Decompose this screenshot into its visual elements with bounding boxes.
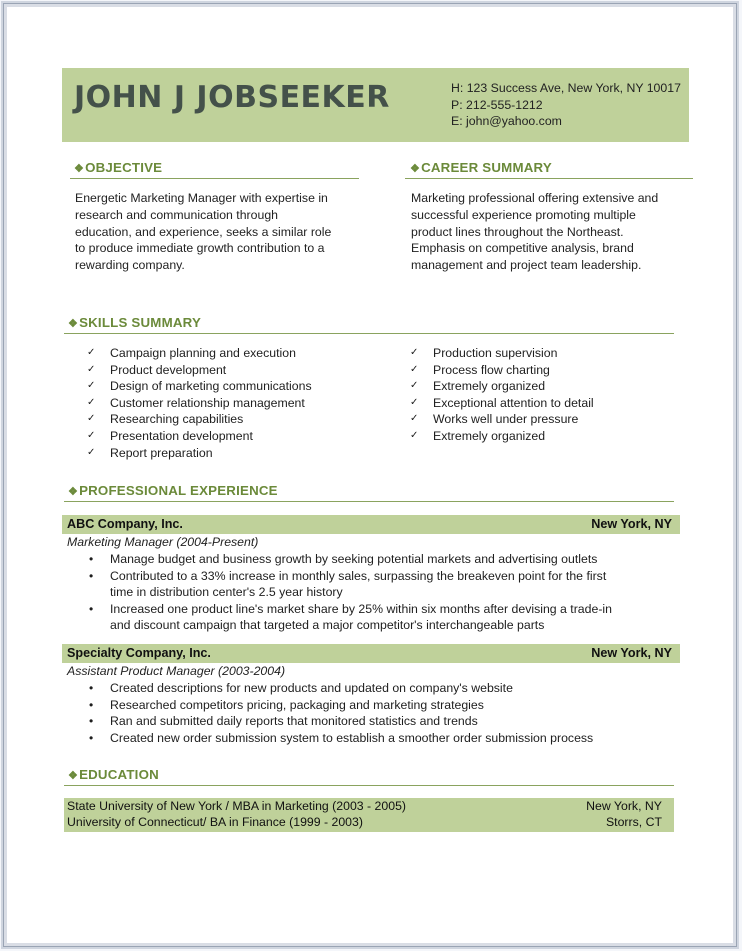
- education-block: [64, 798, 674, 832]
- resume-header: [62, 68, 689, 142]
- career-summary-heading: [410, 160, 552, 175]
- diamond-bullet-icon: ❖: [68, 486, 79, 498]
- bullet-dot-icon: •: [89, 714, 94, 729]
- experience-heading: [68, 483, 278, 498]
- checkmark-icon: ✓: [410, 380, 419, 392]
- job-location: New York, NY: [591, 517, 672, 531]
- career-summary-title: CAREER SUMMARY: [421, 160, 552, 175]
- career-summary-line: product lines throughout the Northeast.: [411, 224, 624, 239]
- diamond-bullet-icon: ❖: [68, 770, 79, 782]
- skill-item: ✓ Design of marketing communications: [87, 379, 312, 394]
- career-summary-line: Marketing professional offering extensive and: [411, 191, 659, 205]
- diamond-bullet-icon: ❖: [410, 163, 421, 175]
- skill-item: ✓ Researching capabilities: [87, 412, 244, 427]
- skill-item: ✓ Product development: [87, 362, 227, 377]
- diamond-bullet-icon: ❖: [74, 163, 85, 175]
- objective-line: research and communication through: [75, 207, 279, 222]
- career-summary-line: successful experience promoting multiple: [411, 207, 636, 222]
- bullet-dot-icon: •: [89, 730, 94, 745]
- career-summary-rule: [405, 178, 693, 179]
- candidate-name: JOHN J JOBSEEKER: [74, 80, 390, 115]
- education-row: [67, 799, 662, 815]
- skill-item: ✓ Customer relationship management: [87, 395, 305, 410]
- checkmark-icon: ✓: [410, 396, 419, 408]
- objective-line: education, and experience, seeks a similar role: [75, 224, 332, 239]
- education-row: [67, 815, 662, 831]
- job-role: Assistant Product Manager (2003-2004): [67, 664, 286, 678]
- bullet-dot-icon: •: [89, 697, 94, 712]
- job-bullets: [87, 551, 677, 634]
- contact-email: E: john@yahoo.com: [451, 114, 562, 128]
- skills-title: SKILLS SUMMARY: [79, 315, 202, 330]
- skill-item: ✓ Presentation development: [87, 428, 253, 443]
- education-rule: [64, 785, 674, 786]
- checkmark-icon: ✓: [87, 446, 96, 458]
- objective-line: Energetic Marketing Manager with expertise in: [75, 191, 328, 205]
- checkmark-icon: ✓: [87, 413, 96, 425]
- skills-list-left: [87, 345, 387, 461]
- career-summary-line: management and project team leadership.: [411, 258, 642, 273]
- bullet-dot-icon: •: [89, 568, 94, 583]
- skill-item: ✓ Extremely organized: [410, 379, 546, 394]
- education-heading: [68, 767, 159, 782]
- checkmark-icon: ✓: [87, 429, 96, 441]
- education-degree: State University of New York / MBA in Marketing (2003 - 2005): [67, 799, 407, 813]
- job-bullet: • Manage budget and business growth by seeking potential markets and advertising outlets: [89, 552, 598, 566]
- skill-item: ✓ Works well under pressure: [410, 412, 579, 427]
- objective-line: rewarding company.: [75, 258, 185, 273]
- job-bullet: • Contributed to a 33% increase in monthly sales, surpassing the breakeven point for the first time in distribution center's 2.5 year history: [89, 568, 607, 600]
- job-role: Marketing Manager (2004-Present): [67, 535, 259, 549]
- job-bullet: • Created new order submission system to establish a smoother order submission process: [89, 730, 594, 745]
- job-bullet: • Researched competitors pricing, packaging and marketing strategies: [89, 697, 484, 712]
- checkmark-icon: ✓: [87, 396, 96, 408]
- checkmark-icon: ✓: [410, 347, 419, 358]
- job-company: Specialty Company, Inc.: [67, 646, 211, 660]
- checkmark-icon: ✓: [410, 413, 419, 425]
- skill-item: ✓ Campaign planning and execution: [87, 346, 296, 360]
- education-location: New York, NY: [586, 799, 662, 813]
- job-company: ABC Company, Inc.: [67, 517, 183, 531]
- skill-item: ✓ Process flow charting: [410, 362, 550, 377]
- contact-block: [451, 80, 681, 130]
- education-degree: University of Connecticut/ BA in Finance (1999 - 2003): [67, 815, 363, 829]
- skill-item: ✓ Extremely organized: [410, 428, 546, 443]
- career-summary-line: Emphasis on competitive analysis, brand: [411, 241, 634, 256]
- career-summary-text: [411, 190, 701, 274]
- checkmark-icon: ✓: [410, 363, 419, 375]
- education-title: EDUCATION: [79, 767, 159, 782]
- objective-rule: [70, 178, 359, 179]
- objective-line: to produce immediate growth contribution to a: [75, 241, 325, 256]
- job-bullets: [87, 680, 677, 746]
- job-location: New York, NY: [591, 646, 672, 660]
- checkmark-icon: ✓: [410, 429, 419, 441]
- objective-title: OBJECTIVE: [85, 160, 163, 175]
- contact-home: H: 123 Success Ave, New York, NY 10017: [451, 81, 681, 95]
- checkmark-icon: ✓: [87, 347, 96, 358]
- objective-heading: [74, 160, 162, 175]
- checkmark-icon: ✓: [87, 380, 96, 392]
- skill-item: ✓ Report preparation: [87, 445, 213, 460]
- skill-item: ✓ Exceptional attention to detail: [410, 395, 594, 410]
- skills-heading: [68, 315, 201, 330]
- job-bullet: • Created descriptions for new products and updated on company's website: [89, 681, 513, 695]
- education-location: Storrs, CT: [605, 815, 662, 829]
- diamond-bullet-icon: ❖: [68, 318, 79, 330]
- checkmark-icon: ✓: [87, 363, 96, 375]
- job-bullet: • Ran and submitted daily reports that monitored statistics and trends: [89, 714, 478, 729]
- job-bar: [62, 515, 680, 534]
- bullet-dot-icon: •: [89, 552, 94, 566]
- skills-list-right: [410, 345, 690, 445]
- skill-item: ✓ Production supervision: [410, 346, 558, 360]
- bullet-dot-icon: •: [89, 601, 94, 616]
- bullet-dot-icon: •: [89, 681, 94, 695]
- objective-text: [75, 190, 365, 274]
- contact-phone: P: 212-555-1212: [451, 97, 543, 112]
- skills-rule: [64, 333, 674, 334]
- job-bar: [62, 644, 680, 663]
- experience-rule: [64, 501, 674, 502]
- job-bullet: • Increased one product line's market share by 25% within six months after devising a trade-in and discount campaign that targeted a major competitor's interchangeable parts: [89, 601, 612, 633]
- experience-title: PROFESSIONAL EXPERIENCE: [79, 483, 278, 498]
